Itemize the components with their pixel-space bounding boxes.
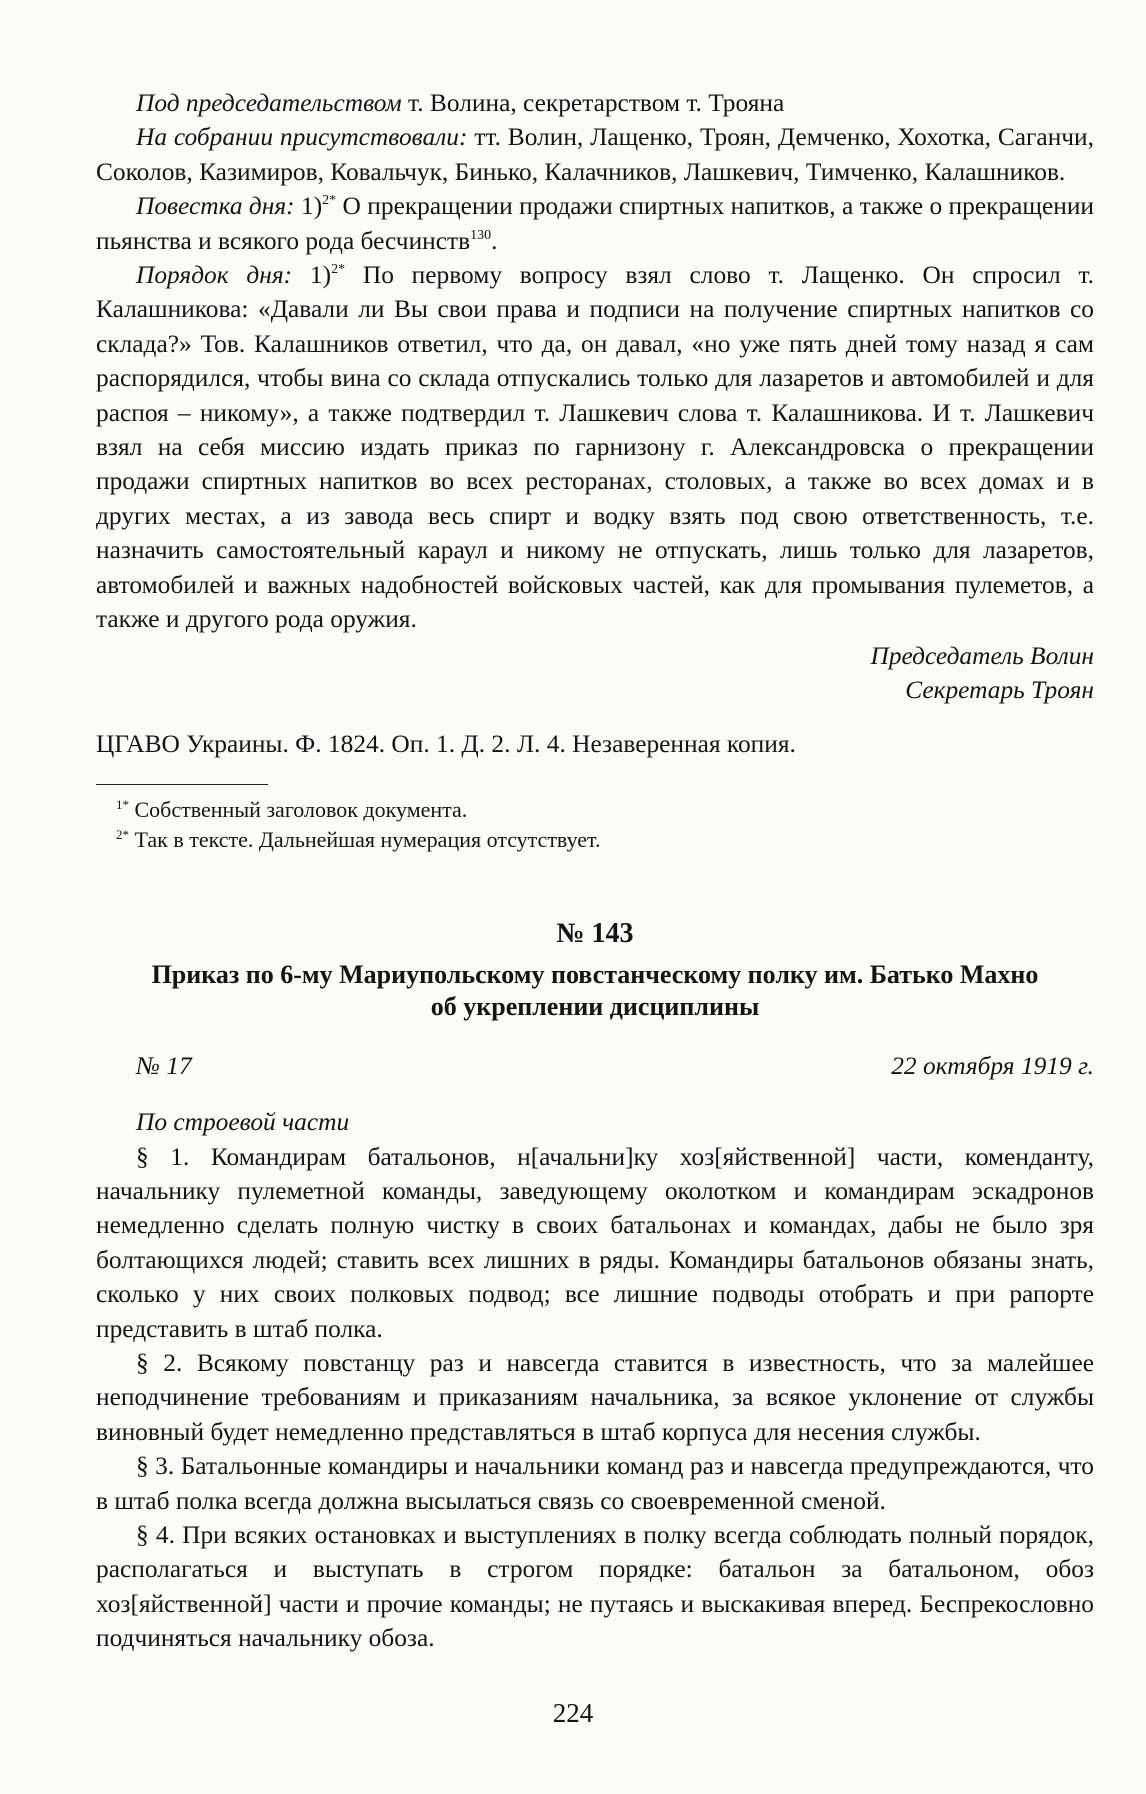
document-number: № 143 (556, 917, 634, 949)
document-title (96, 959, 1094, 1023)
page-number: 224 (552, 1698, 594, 1728)
footnote-mark: 1* (116, 796, 129, 812)
text-block (96, 86, 1094, 1656)
agenda-end: . (491, 226, 498, 255)
order-clause-1: § 1. Командирам батальонов, н[ачальни]ку хоз[яйственной] части, коменданту, начальнику пулеметной команды, заведующему околотком и командирам эскадронов немедленно сделать полную чистку в своих батальонах и командах, дабы не было зря болтающихся людей; ставить всех лишних в ряды. Командиры батальонов обязаны знать, сколько у них своих полковых подвод; все лишние подводы отобрать и при рапорте представить в штаб полка. (96, 1142, 1094, 1343)
agenda-num: 1) (294, 192, 323, 221)
chair-label: Под председательством (136, 89, 402, 117)
present-paragraph (96, 120, 1094, 189)
archive-source: ЦГАВО Украины. Ф. 1824. Оп. 1. Д. 2. Л. 4. Незаверенная копия. (96, 730, 796, 759)
order-label: Порядок дня: (136, 261, 293, 290)
chairman-signature: Председатель Волин (870, 641, 1094, 670)
chair-line (96, 86, 1094, 120)
footnote-2 (96, 825, 1094, 855)
agenda-paragraph (96, 189, 1094, 258)
agenda-text: О прекращении продажи спиртных напитков, а также о прекращении пьянства и всякого рода бесчинств (96, 192, 1094, 255)
order-number-date (96, 1049, 1094, 1083)
order-date: 22 октября 1919 г. (891, 1051, 1094, 1080)
section-heading: По строевой части (136, 1108, 350, 1137)
order-number: № 17 (136, 1051, 192, 1080)
order-paragraph (96, 258, 1094, 636)
order-footnote-mark: 2* (331, 262, 346, 278)
agenda-endnote-mark: 130 (470, 227, 492, 243)
agenda-label: Повестка дня: (136, 192, 295, 221)
order-clause-3: § 3. Батальонные командиры и начальники команд раз и навсегда предупреждаются, что в штаб полка всегда должна высылаться связь со своевременной сменой. (96, 1452, 1094, 1515)
order-clause-2: § 2. Всякому повстанцу раз и навсегда ставится в известность, что за малейшее неподчинение требованиям и приказаниям начальника, за всякое уклонение от службы виновный будет немедленно представляться в штаб корпуса для несения службы. (96, 1348, 1094, 1446)
footnote-mark: 2* (116, 826, 129, 842)
document-title-line-1: Приказ по 6-му Мариупольскому повстанческому полку им. Батько Махно (151, 959, 1039, 989)
footnote-1 (96, 795, 1094, 825)
order-clause-4: § 4. При всяких остановках и выступлениях в полку всегда соблюдать полный порядок, располагаться и выступать в строгом порядке: батальон за батальоном, обоз хоз[яйственной] части и прочие команды; не путаясь и выскакивая вперед. Беспрекословно подчиняться начальнику обоза. (96, 1521, 1094, 1653)
secretary-signature: Секретарь Троян (905, 675, 1094, 704)
footnote-rule (96, 784, 268, 785)
present-text: тт. Волин, Лащенко, Троян, Демченко, Хохотка, Саганчи, Соколов, Казимиров, Ковальчук, Бинько, Калачников, Лашкевич, Тимченко, Калашников. (96, 123, 1094, 186)
chair-text: т. Волина, секретарством т. Трояна (401, 89, 785, 117)
order-num: 1) (292, 261, 332, 290)
document-title-line-2: об укреплении дисциплины (430, 991, 760, 1021)
present-label: На собрании присутствовали: (136, 123, 468, 152)
order-text: По первому вопросу взял слово т. Лащенко. Он спросил т. Калашникова: «Давали ли Вы свои права и подписи на получение спиртных напитков со склада?» Тов. Калашников ответил, что да, он давал, «но уже пять дней тому назад я сам распорядился, чтобы вина со склада отпускались только для лазаретов и автомобилей и для распоя – никому», а также подтвердил т. Лашкевич слова т. Калашникова. И т. Лашкевич взял на себя миссию издать приказ по гарнизону г. Александровска о прекращении продажи спиртных напитков во всех ресторанах, столовых, а также во всех домах и в других местах, а из завода весь спирт и водку взять под свою ответственность, т.е. назначить самостоятельный караул и никому не отпускать, лишь только для лазаретов, автомобилей и важных надобностей войсковых частей, как для промывания пулеметов, а также и другого рода оружия. (96, 261, 1094, 634)
agenda-footnote-mark: 2* (322, 193, 337, 209)
footnote-text: Так в тексте. Дальнейшая нумерация отсутствует. (134, 826, 601, 852)
footnote-text: Собственный заголовок документа. (134, 796, 468, 822)
